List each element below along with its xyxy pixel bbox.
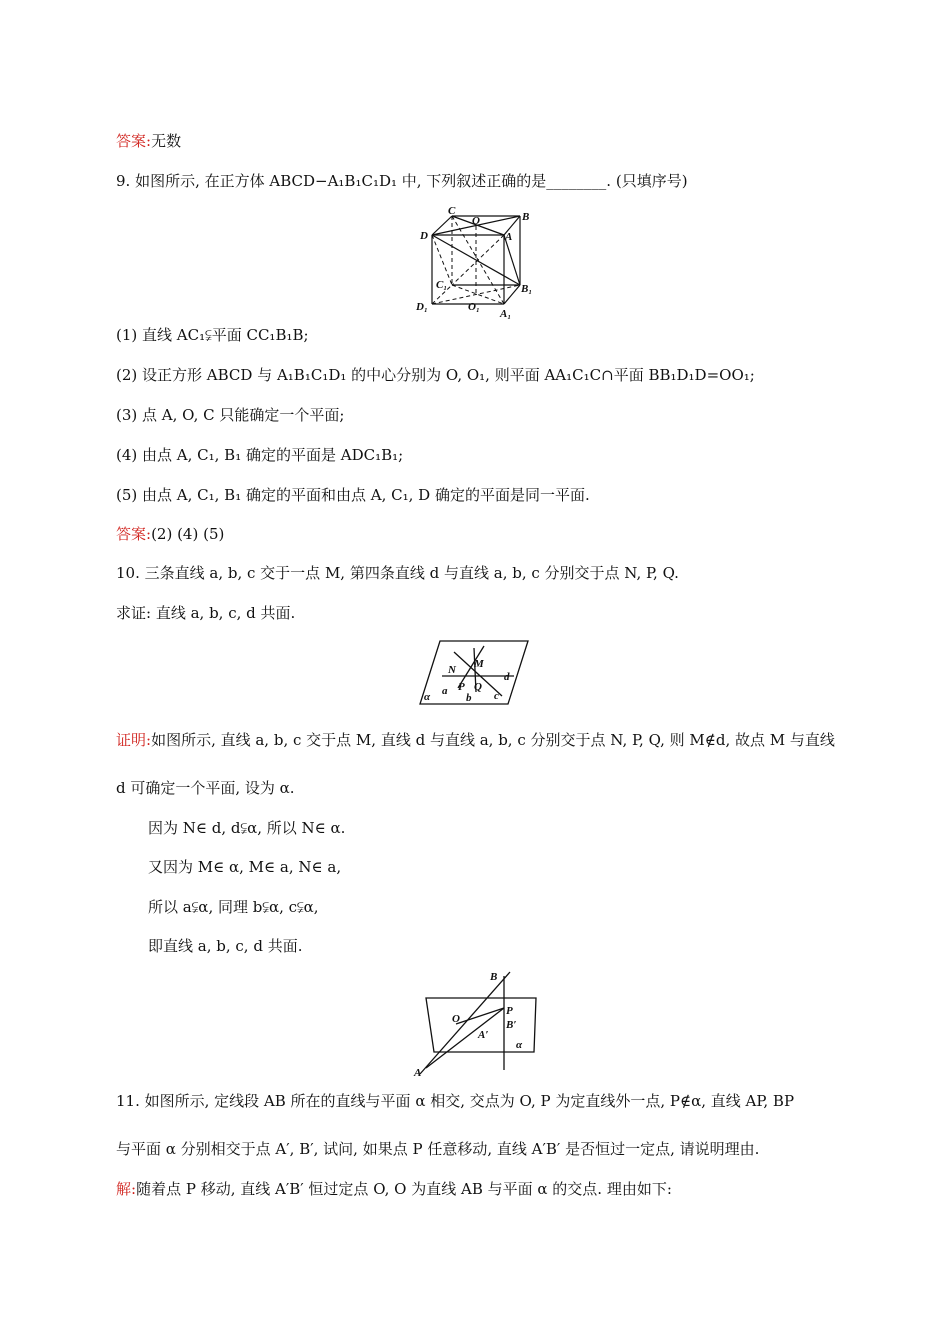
plane-segment-figure	[412, 966, 542, 1078]
fig11-label-O: O	[452, 1013, 460, 1025]
fig11-label-A: A	[414, 1067, 422, 1078]
answer-label: 答案:	[116, 132, 152, 150]
fig11-label-B: B	[490, 971, 498, 983]
cube-label-B1: B₁	[521, 283, 533, 295]
cube-label-D1: D₁	[416, 301, 428, 313]
fig10-label-b: b	[466, 692, 472, 704]
proof-step-3: 所以 a⫋α, 同理 b⫋α, c⫋α,	[148, 898, 319, 916]
answer-text: 无数	[151, 132, 182, 150]
proof-step-4: 即直线 a, b, c, d 共面.	[148, 937, 303, 955]
fig11-label-Aprime: A′	[478, 1029, 489, 1041]
proof-text-1: 如图所示, 直线 a, b, c 交于点 M, 直线 d 与直线 a, b, c 分别交于点 N, P, Q, 则 M∉d, 故点 M 与直线	[151, 731, 835, 749]
proof-line-1	[116, 730, 835, 750]
proof-step-2: 又因为 M∈ α, M∈ a, N∈ a,	[148, 858, 342, 876]
answer-text: (2) (4) (5)	[151, 525, 225, 543]
fig10-label-P: P	[458, 681, 465, 693]
fig10-label-d: d	[504, 671, 510, 683]
answer-label: 答案:	[116, 525, 152, 543]
proof-step-1: 因为 N∈ d, d⫋α, 所以 N∈ α.	[148, 819, 346, 837]
solution-11	[116, 1179, 672, 1199]
question-10-stem: 10. 三条直线 a, b, c 交于一点 M, 第四条直线 d 与直线 a, b, c 分别交于点 N, P, Q.	[116, 564, 679, 582]
cube-label-D: D	[420, 230, 428, 242]
cube-label-C: C	[448, 205, 456, 217]
cube-figure	[414, 202, 544, 320]
q9-item-2: (2) 设正方形 ABCD 与 A₁B₁C₁D₁ 的中心分别为 O, O₁, 则平面 AA₁C₁C∩平面 BB₁D₁D=OO₁;	[116, 366, 755, 384]
fig11-label-alpha: α	[516, 1039, 523, 1051]
proof-line-2: d 可确定一个平面, 设为 α.	[116, 779, 295, 797]
cube-label-O: O	[472, 215, 480, 227]
question-11-stem-1: 11. 如图所示, 定线段 AB 所在的直线与平面 α 相交, 交点为 O, P 为定直线外一点, P∉α, 直线 AP, BP	[116, 1092, 795, 1110]
question-11-stem-2: 与平面 α 分别相交于点 A′, B′, 试问, 如果点 P 任意移动, 直线 A′B′ 是否恒过一定点, 请说明理由.	[116, 1140, 760, 1158]
solution-label: 解:	[116, 1180, 137, 1198]
q9-item-1: (1) 直线 AC₁⫋平面 CC₁B₁B;	[116, 326, 309, 344]
cube-label-B: B	[522, 211, 530, 223]
fig11-label-P: P	[506, 1005, 513, 1017]
cube-label-O1: O₁	[468, 301, 480, 313]
fig10-label-M: M	[474, 658, 484, 670]
question-9-stem: 9. 如图所示, 在正方体 ABCD−A₁B₁C₁D₁ 中, 下列叙述正确的是________. (只填序号)	[116, 172, 688, 190]
cube-label-A1: A₁	[500, 308, 512, 320]
fig10-label-a: a	[442, 685, 448, 697]
fig10-label-alpha: α	[424, 691, 431, 703]
cube-label-A: A	[505, 231, 513, 243]
proof-label: 证明:	[116, 731, 152, 749]
q9-item-3: (3) 点 A, O, C 只能确定一个平面;	[116, 406, 345, 424]
question-10-prove: 求证: 直线 a, b, c, d 共面.	[116, 604, 296, 622]
solution-text: 随着点 P 移动, 直线 A′B′ 恒过定点 O, O 为直线 AB 与平面 α 的交点. 理由如下:	[136, 1180, 672, 1198]
q9-item-5: (5) 由点 A, C₁, B₁ 确定的平面和由点 A, C₁, D 确定的平面是同一平面.	[116, 486, 590, 504]
fig10-label-c: c	[494, 690, 499, 702]
fig10-label-Q: Q	[474, 681, 482, 693]
cube-label-C1: C₁	[436, 279, 448, 291]
answer-9	[116, 524, 224, 544]
fig11-label-Bprime: B′	[506, 1019, 517, 1031]
q9-item-4: (4) 由点 A, C₁, B₁ 确定的平面是 ADC₁B₁;	[116, 446, 404, 464]
fig10-label-N: N	[448, 664, 456, 676]
plane-lines-figure	[418, 638, 530, 708]
answer-8	[116, 131, 181, 151]
